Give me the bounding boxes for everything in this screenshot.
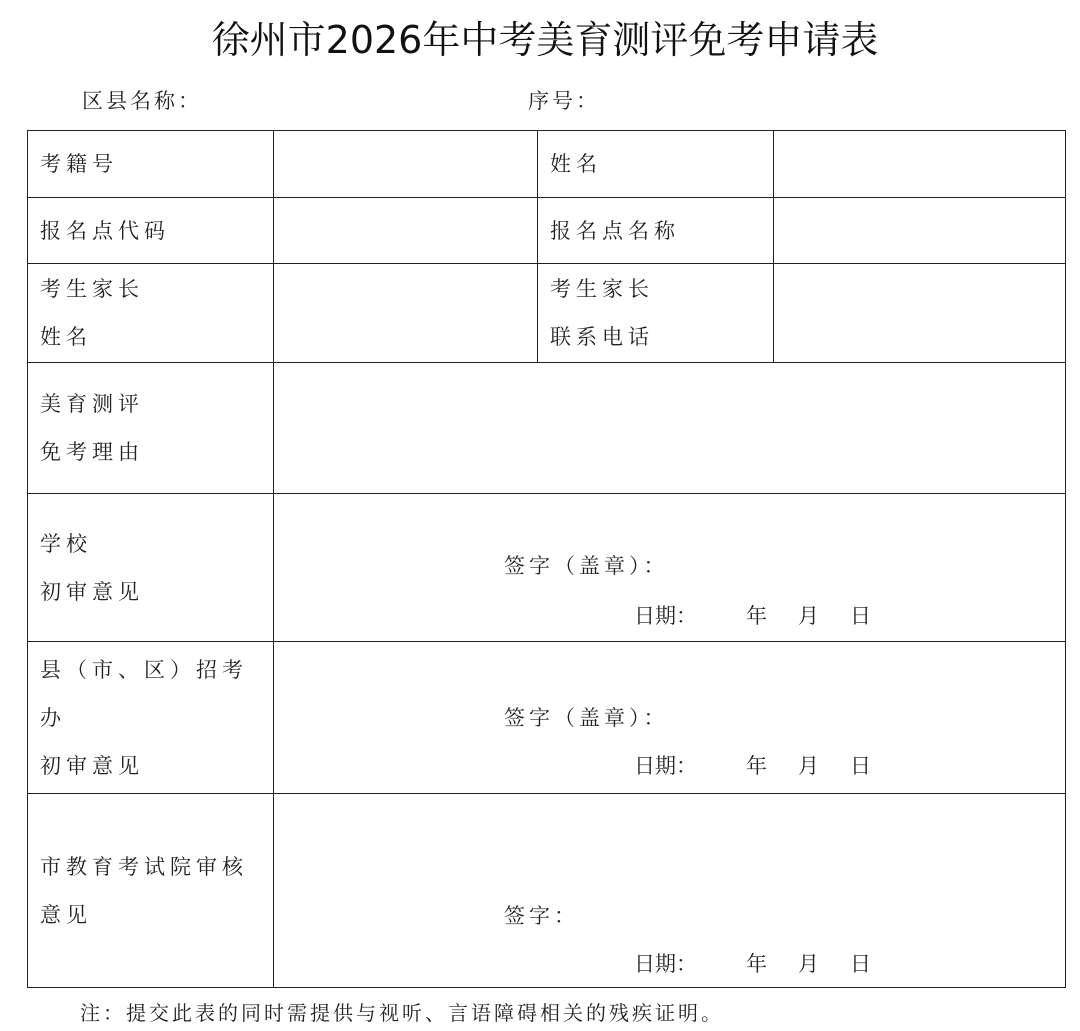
city-sign-label: 签字：	[504, 904, 579, 928]
exam-id-label-cell	[28, 131, 274, 198]
parent-name-field[interactable]	[274, 264, 538, 363]
city-opinion-field[interactable]	[274, 794, 1066, 988]
county-name-label: 区县名称：	[82, 89, 202, 113]
city-day-label: 日	[850, 952, 871, 976]
serial-number-label: 序号：	[528, 89, 600, 113]
school-month-label: 月	[798, 604, 819, 628]
school-label-line1: 学校	[40, 531, 92, 556]
row-exam-id	[28, 131, 1066, 198]
row-city-review	[28, 794, 1066, 988]
row-county-office-review	[28, 642, 1066, 794]
footnote: 注：提交此表的同时需提供与视听、言语障碍相关的残疾证明。	[80, 1001, 724, 1025]
school-sign-stamp-label: 签字（盖章）：	[504, 554, 669, 578]
reason-field[interactable]	[274, 363, 1066, 494]
reason-label-line1: 美育测评	[40, 392, 144, 416]
site-code-label: 报名点代码	[40, 218, 170, 243]
name-label: 姓名	[550, 152, 602, 176]
school-date-label: 日期：	[634, 604, 697, 628]
city-label-line2: 意见	[40, 902, 92, 927]
county-office-label-cell	[28, 642, 274, 794]
county-office-opinion-field[interactable]	[274, 642, 1066, 794]
city-year-label: 年	[746, 952, 767, 976]
row-site	[28, 198, 1066, 264]
school-year-label: 年	[746, 604, 767, 628]
county-office-sign-stamp-label: 签字（盖章）：	[504, 706, 669, 730]
parent-phone-label-cell	[538, 264, 774, 363]
site-code-field[interactable]	[274, 198, 538, 264]
site-name-label: 报名点名称	[550, 218, 680, 243]
parent-name-label-line2: 姓名	[40, 325, 92, 349]
county-office-label-line3: 初审意见	[40, 753, 144, 778]
county-office-year-label: 年	[746, 754, 767, 778]
school-label-line2: 初审意见	[40, 579, 144, 604]
exam-id-label: 考籍号	[40, 152, 118, 176]
parent-name-label-line1: 考生家长	[40, 277, 144, 301]
reason-label-line2: 免考理由	[40, 440, 144, 464]
application-form-table	[27, 130, 1066, 988]
site-name-field[interactable]	[774, 198, 1066, 264]
name-field[interactable]	[774, 131, 1066, 198]
site-code-label-cell	[28, 198, 274, 264]
parent-phone-label-line1: 考生家长	[550, 277, 654, 301]
form-title: 徐州市2026年中考美育测评免考申请表	[211, 18, 879, 62]
row-parent	[28, 264, 1066, 363]
county-office-date-label: 日期：	[634, 754, 697, 778]
city-label-cell	[28, 794, 274, 988]
city-date-label: 日期：	[634, 952, 697, 976]
row-school-review	[28, 494, 1066, 642]
county-office-day-label: 日	[850, 754, 871, 778]
parent-phone-label-line2: 联系电话	[550, 325, 654, 349]
name-label-cell	[538, 131, 774, 198]
exam-id-field[interactable]	[274, 131, 538, 198]
school-day-label: 日	[850, 604, 871, 628]
county-office-label-line1: 县（市、区）招考	[40, 657, 248, 682]
county-office-month-label: 月	[798, 754, 819, 778]
city-label-line1: 市教育考试院审核	[40, 854, 248, 879]
parent-phone-field[interactable]	[774, 264, 1066, 363]
reason-label-cell	[28, 363, 274, 494]
school-label-cell	[28, 494, 274, 642]
parent-name-label-cell	[28, 264, 274, 363]
row-reason	[28, 363, 1066, 494]
site-name-label-cell	[538, 198, 774, 264]
school-opinion-field[interactable]	[274, 494, 1066, 642]
city-month-label: 月	[798, 952, 819, 976]
county-office-label-line2: 办	[40, 705, 66, 730]
